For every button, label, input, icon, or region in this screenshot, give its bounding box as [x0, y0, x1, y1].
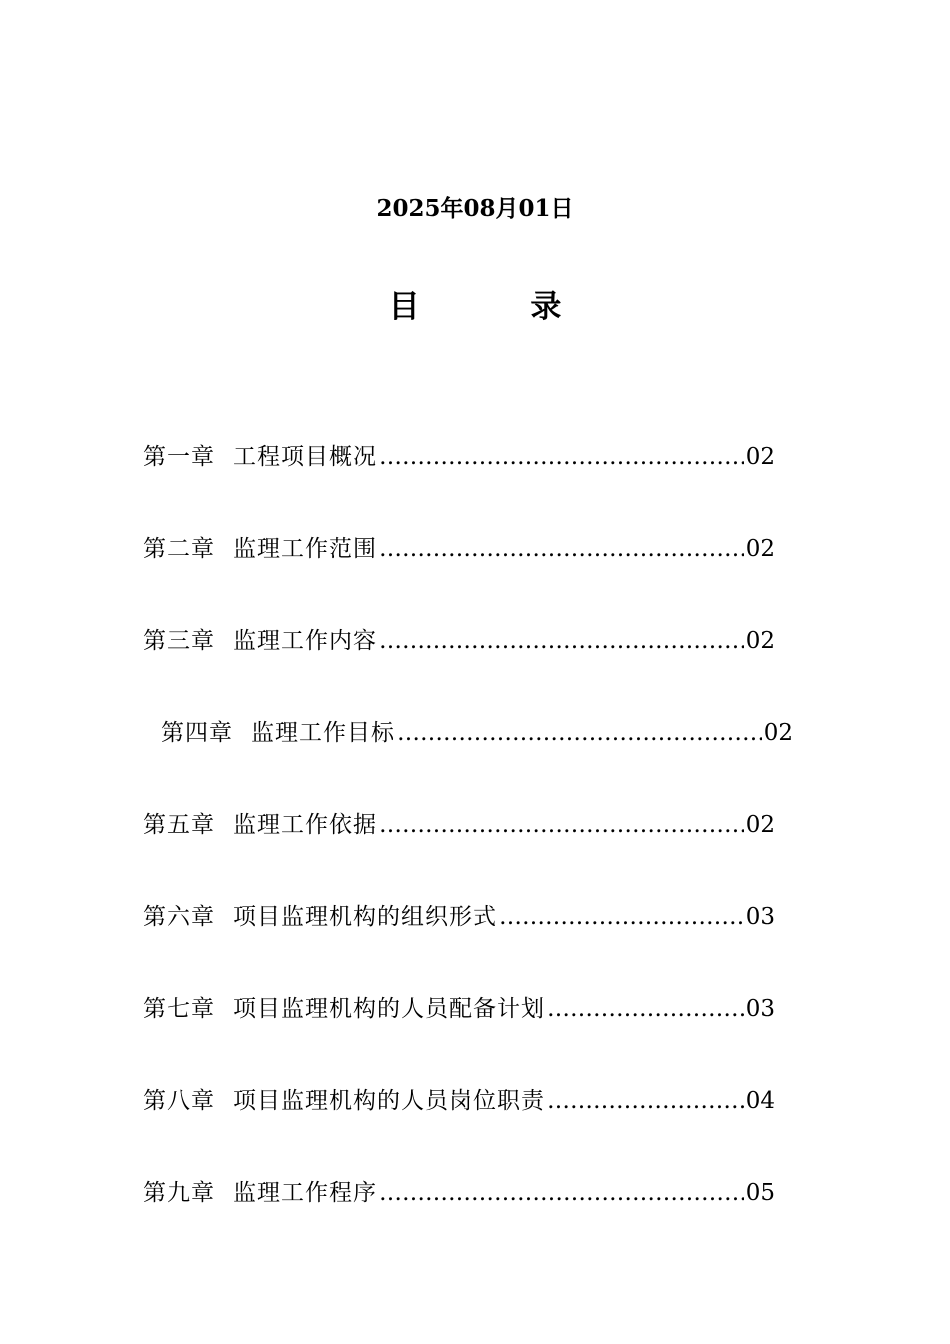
toc-entry[interactable]	[143, 624, 775, 658]
toc-chapter: 第七章	[143, 996, 215, 1022]
toc-page-number: 03	[745, 904, 775, 930]
toc-leader-dots	[547, 992, 744, 1026]
toc-chapter: 第六章	[143, 904, 215, 930]
toc-leader-dots	[547, 1084, 744, 1118]
toc-page-number: 05	[745, 1180, 775, 1206]
toc-leader-dots	[499, 900, 744, 934]
toc-chapter: 第五章	[143, 812, 215, 838]
toc-entry[interactable]	[143, 532, 775, 566]
toc-entry[interactable]	[143, 440, 775, 474]
document-date: 2025年08月01日	[376, 195, 574, 222]
toc-chapter: 第八章	[143, 1088, 215, 1114]
toc-chapter: 第九章	[143, 1180, 215, 1206]
toc-leader-dots	[379, 440, 744, 474]
toc-title: 目 录	[388, 289, 612, 325]
toc-chapter: 第二章	[143, 536, 215, 562]
toc-entry[interactable]	[143, 1176, 775, 1210]
toc-page-number: 02	[745, 812, 775, 838]
toc-label: 监理工作目标	[251, 720, 395, 746]
toc-page-number: 02	[745, 536, 775, 562]
toc-page-number: 04	[745, 1088, 775, 1114]
toc-chapter: 第一章	[143, 444, 215, 470]
toc-page-number: 02	[745, 628, 775, 654]
toc-page-number: 03	[745, 996, 775, 1022]
toc-leader-dots	[379, 1176, 744, 1210]
toc-page-number: 02	[745, 444, 775, 470]
toc-entry[interactable]	[143, 900, 775, 934]
toc-label: 监理工作范围	[233, 536, 377, 562]
toc-label: 监理工作依据	[233, 812, 377, 838]
toc-chapter: 第四章	[161, 720, 233, 746]
toc-leader-dots	[379, 624, 744, 658]
toc-leader-dots	[397, 716, 762, 750]
toc-leader-dots	[379, 808, 744, 842]
toc-label: 项目监理机构的组织形式	[233, 904, 497, 930]
toc-entry[interactable]	[143, 992, 775, 1026]
toc-label: 项目监理机构的人员配备计划	[233, 996, 545, 1022]
toc-label: 项目监理机构的人员岗位职责	[233, 1088, 545, 1114]
toc-page-number: 02	[763, 720, 793, 746]
toc-label: 监理工作程序	[233, 1180, 377, 1206]
toc-label: 工程项目概况	[233, 444, 377, 470]
toc-leader-dots	[379, 532, 744, 566]
toc-chapter: 第三章	[143, 628, 215, 654]
toc-label: 监理工作内容	[233, 628, 377, 654]
toc-entry[interactable]	[143, 1084, 775, 1118]
toc-entry[interactable]	[143, 808, 775, 842]
toc-entry[interactable]	[161, 716, 793, 750]
